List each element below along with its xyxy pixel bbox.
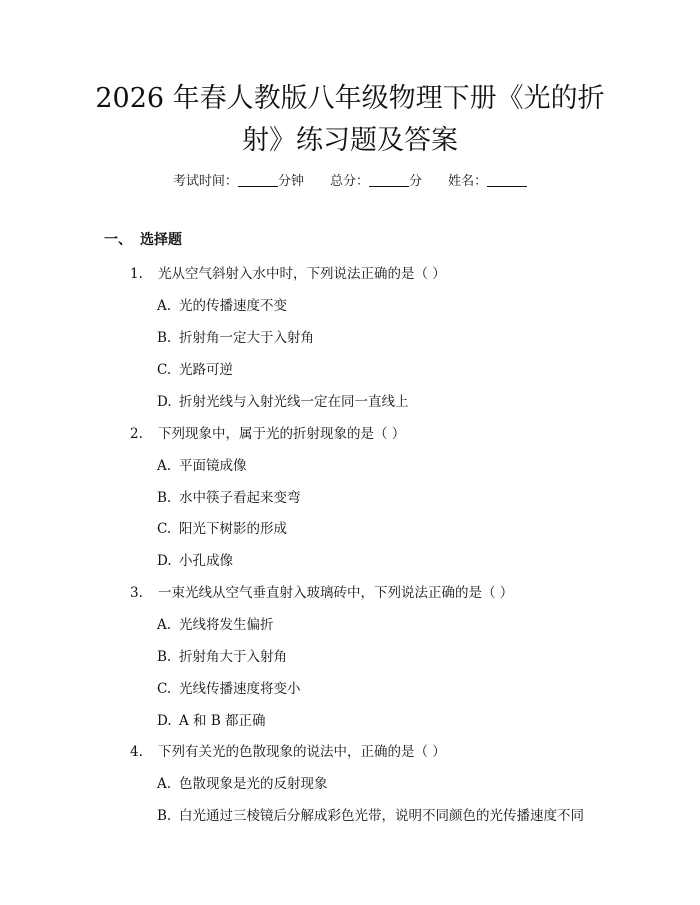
exam-time-blank: [238, 174, 278, 187]
question-2-option-a: [157, 454, 247, 474]
option-text: 白光通过三棱镜后分解成彩色光带，说明不同颜色的光传播速度不同: [179, 808, 584, 824]
question-1-option-a: [157, 294, 287, 314]
option-text: 折射角一定大于入射角: [179, 330, 314, 346]
page-title: [80, 78, 620, 162]
option-text: 阳光下树影的形成: [179, 521, 287, 537]
question-4-option-a: [157, 772, 328, 792]
question-2-option-d: [157, 549, 233, 569]
option-letter: D.: [157, 394, 172, 410]
option-letter: A.: [157, 298, 172, 314]
option-text: A 和 B 都正确: [179, 713, 266, 729]
question-1: [130, 262, 446, 282]
option-text: 平面镜成像: [179, 458, 247, 474]
question-text: 下列现象中，属于光的折射现象的是（ ）: [158, 426, 406, 442]
name-blank: [487, 174, 527, 187]
exam-time-unit: 分钟: [277, 174, 304, 189]
total-score-label: 总分：: [329, 174, 369, 189]
option-letter: A.: [157, 458, 172, 474]
option-letter: B.: [157, 330, 172, 346]
section-heading: [104, 229, 182, 249]
option-text: 光线将发生偏折: [179, 617, 274, 633]
option-text: 光线传播速度将变小: [179, 681, 301, 697]
option-letter: A.: [157, 617, 172, 633]
question-number: 2.: [130, 426, 143, 442]
question-3-option-c: [157, 677, 301, 697]
option-text: 色散现象是光的反射现象: [179, 776, 328, 792]
option-letter: C.: [157, 681, 172, 697]
question-1-option-b: [157, 326, 314, 346]
option-letter: B.: [157, 490, 172, 506]
question-4: [130, 740, 446, 760]
question-text: 光从空气斜射入水中时，下列说法正确的是（ ）: [158, 266, 446, 282]
option-text: 水中筷子看起来变弯: [179, 490, 301, 506]
option-letter: D.: [157, 553, 172, 569]
exam-info-row: [0, 170, 700, 189]
question-4-option-b: [157, 804, 584, 824]
option-letter: C.: [157, 521, 172, 537]
title-line-2: 射》练习题及答案: [242, 125, 458, 156]
question-3-option-a: [157, 613, 274, 633]
section-label: 选择题: [140, 232, 182, 248]
exam-time-field: [173, 170, 304, 189]
total-score-unit: 分: [409, 174, 423, 189]
question-number: 4.: [130, 744, 143, 760]
option-text: 光路可逆: [179, 362, 233, 378]
question-2: [130, 422, 405, 442]
name-label: 姓名：: [448, 174, 488, 189]
option-letter: A.: [157, 776, 172, 792]
question-3-option-d: [157, 709, 266, 729]
question-2-option-c: [157, 517, 287, 537]
question-3: [130, 581, 513, 601]
section-number: 一、: [104, 232, 132, 248]
option-letter: B.: [157, 808, 172, 824]
name-field: [448, 170, 527, 189]
question-text: 一束光线从空气垂直射入玻璃砖中，下列说法正确的是（ ）: [158, 585, 514, 601]
question-1-option-c: [157, 358, 233, 378]
option-text: 折射光线与入射光线一定在同一直线上: [179, 394, 409, 410]
option-text: 光的传播速度不变: [179, 298, 287, 314]
option-text: 折射角大于入射角: [179, 649, 287, 665]
exam-time-label: 考试时间：: [172, 174, 238, 189]
title-line-1: 2026 年春人教版八年级物理下册《光的折: [95, 83, 605, 114]
total-score-blank: [369, 174, 409, 187]
question-3-option-b: [157, 645, 287, 665]
question-text: 下列有关光的色散现象的说法中，正确的是（ ）: [158, 744, 446, 760]
total-score-field: [330, 170, 422, 189]
option-letter: D.: [157, 713, 172, 729]
option-letter: B.: [157, 649, 172, 665]
option-letter: C.: [157, 362, 172, 378]
question-2-option-b: [157, 486, 301, 506]
question-1-option-d: [157, 390, 409, 410]
question-number: 3.: [130, 585, 143, 601]
question-number: 1.: [130, 266, 143, 282]
option-text: 小孔成像: [179, 553, 233, 569]
